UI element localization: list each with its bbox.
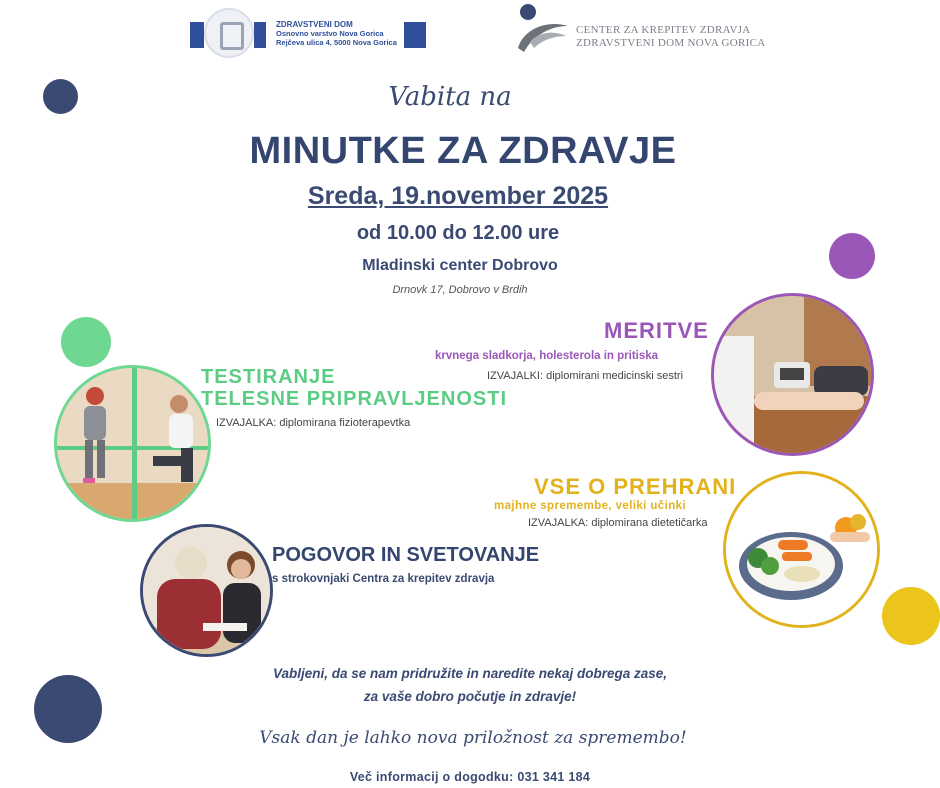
- photo-nutrition: [723, 471, 880, 628]
- decorative-dot-green: [61, 317, 111, 367]
- logo-bar-right: [404, 22, 426, 48]
- center-krepitev-zdravja-logo: [514, 2, 764, 58]
- event-address: Drnovk 17, Dobrovo v Brdih: [392, 284, 528, 296]
- counseling-illustration: [143, 527, 273, 657]
- event-date: Sreda, 19.november 2025: [307, 182, 609, 210]
- ck-logo-icon: [514, 2, 572, 58]
- pogovor-subtitle: s strokovnjaki Centra za krepitev zdravja: [272, 573, 495, 585]
- invitation-message: [0, 662, 940, 708]
- prehrana-performer: IZVAJALKA: diplomirana dietetičarka: [528, 517, 708, 529]
- ck-logo-text: [576, 24, 766, 50]
- invitation-line1: Vabljeni, da se nam pridružite in naredite nekaj dobrega zase,: [272, 666, 668, 681]
- testiranje-heading: [201, 366, 507, 410]
- contact-info: Več informacij o dogodku: 031 341 184: [349, 770, 591, 784]
- testiranje-performer: IZVAJALKA: diplomirana fizioterapevtka: [216, 417, 411, 429]
- meritve-heading: MERITVE: [604, 318, 709, 343]
- event-title: MINUTKE ZA ZDRAVJE: [249, 130, 677, 172]
- event-time: od 10.00 do 12.00 ure: [356, 222, 560, 244]
- motto: Vsak dan je lahko nova priložnost za spremembo!: [259, 728, 687, 748]
- photo-counseling: [140, 524, 273, 657]
- zd-logo-text: [276, 20, 397, 47]
- event-venue: Mladinski center Dobrovo: [362, 257, 558, 274]
- zd-logo-line3: Rejčeva ulica 4, 5000 Nova Gorica: [276, 38, 397, 47]
- blood-pressure-illustration: [714, 296, 874, 456]
- ck-logo-line1: CENTER ZA KREPITEV ZDRAVJA: [576, 24, 751, 36]
- building-icon: [204, 8, 254, 58]
- pogovor-heading: POGOVOR IN SVETOVANJE: [272, 544, 540, 566]
- photo-fitness-test: [54, 365, 211, 522]
- zd-logo-line1: ZDRAVSTVENI DOM: [276, 20, 353, 29]
- nutrition-illustration: [726, 474, 880, 628]
- meritve-performer: IZVAJALKI: diplomirani medicinski sestri: [487, 370, 684, 382]
- decorative-dot-yellow: [882, 587, 940, 645]
- ck-logo-line2: ZDRAVSTVENI DOM NOVA GORICA: [576, 37, 766, 49]
- invitation-line2: za vaše dobro počutje in zdravje!: [363, 689, 577, 704]
- prehrana-heading: VSE O PREHRANI: [534, 474, 737, 499]
- meritve-subtitle: krvnega sladkorja, holesterola in pritiska: [435, 350, 659, 362]
- zd-logo-line2: Osnovno varstvo Nova Gorica: [276, 29, 384, 38]
- logo-bar-middle: [254, 22, 266, 48]
- testiranje-heading-line2: TELESNE PRIPRAVLJENOSTI: [201, 388, 508, 410]
- photo-blood-pressure: [711, 293, 874, 456]
- logo-bar-left: [190, 22, 204, 48]
- testiranje-heading-line1: TESTIRANJE: [201, 366, 336, 388]
- fitness-test-illustration: [57, 368, 211, 522]
- zdravstveni-dom-logo: [190, 8, 430, 62]
- intro-text: Vabita na: [388, 82, 512, 112]
- prehrana-subtitle: majhne spremembe, veliki učinki: [494, 500, 687, 512]
